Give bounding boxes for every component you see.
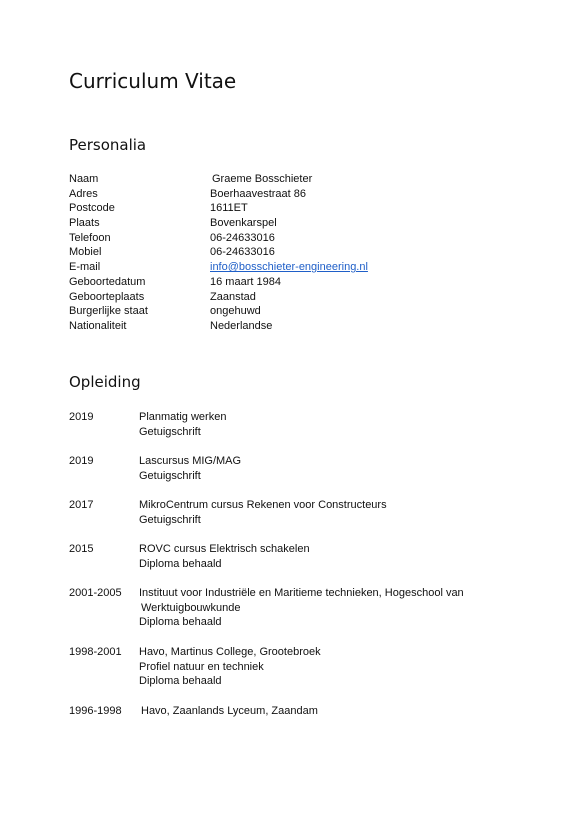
education-line: Getuigschrift <box>139 513 201 526</box>
field-value: 1611ET <box>210 202 248 215</box>
field-label: Geboortedatum <box>69 275 146 288</box>
education-year: 2017 <box>69 499 94 511</box>
personalia-row-mobiel <box>69 245 489 260</box>
education-year: 2001-2005 <box>69 587 122 599</box>
field-value: Bovenkarspel <box>210 217 277 230</box>
field-label: Naam <box>69 173 99 185</box>
field-label: Geboorteplaats <box>69 290 145 303</box>
field-value: ongehuwd <box>210 305 261 318</box>
education-line: Havo, Martinus College, Grootebroek <box>139 646 321 658</box>
education-line: MikroCentrum cursus Rekenen voor Constructeurs <box>139 499 387 511</box>
field-label: Adres <box>69 187 98 200</box>
education-year: 1996-1998 <box>69 705 122 717</box>
field-value: 06-24633016 <box>210 246 275 259</box>
field-value: Boerhaavestraat 86 <box>210 187 307 200</box>
education-line: Instituut voor Industriële en Maritieme technieken, Hogeschool van <box>139 587 464 599</box>
personalia-row-geboortedatum <box>69 275 489 290</box>
education-year: 1998-2001 <box>69 646 122 658</box>
field-label: Burgerlijke staat <box>69 305 148 318</box>
education-line: Havo, Zaanlands Lyceum, Zaandam <box>141 705 318 717</box>
field-value: 16 maart 1984 <box>210 275 281 288</box>
personalia-row-telefoon <box>69 231 489 246</box>
personalia-row-geboorteplaats <box>69 290 489 305</box>
field-value: Zaanstad <box>210 290 256 303</box>
education-line: Getuigschrift <box>139 469 201 482</box>
personalia-heading: Personalia <box>69 136 147 154</box>
education-line: Diploma behaald <box>139 616 222 629</box>
field-label: Postcode <box>69 202 115 215</box>
education-line: Lascursus MIG/MAG <box>139 455 242 467</box>
education-year: 2019 <box>69 455 94 467</box>
field-label: E-mail <box>69 261 101 274</box>
education-line: Planmatig werken <box>139 411 227 423</box>
education-year: 2015 <box>69 543 94 555</box>
personalia-row-naam <box>69 172 489 187</box>
personalia-row-email <box>69 260 489 275</box>
email-link[interactable]: info@bosschieter-engineering.nl <box>210 261 368 274</box>
personalia-row-burgerlijke-staat <box>69 304 489 319</box>
field-label: Nationaliteit <box>69 319 127 332</box>
education-line: Diploma behaald <box>139 557 222 570</box>
personalia-row-postcode <box>69 201 489 216</box>
field-value: Graeme Bosschieter <box>212 173 313 185</box>
field-label: Telefoon <box>69 231 111 244</box>
education-year: 2019 <box>69 411 94 423</box>
education-line: Werktuigbouwkunde <box>141 601 241 614</box>
field-value: Nederlandse <box>210 319 273 332</box>
field-label: Mobiel <box>69 246 102 259</box>
field-value: 06-24633016 <box>210 231 275 244</box>
document-title: Curriculum Vitae <box>69 69 237 93</box>
education-line: Profiel natuur en techniek <box>139 660 264 673</box>
personalia-row-plaats <box>69 216 489 231</box>
personalia-row-nationaliteit <box>69 319 489 334</box>
personalia-row-adres <box>69 187 489 202</box>
field-label: Plaats <box>69 217 100 230</box>
personalia-table <box>69 172 489 334</box>
education-line: Diploma behaald <box>139 675 222 688</box>
education-line: ROVC cursus Elektrisch schakelen <box>139 543 310 555</box>
education-line: Getuigschrift <box>139 425 201 438</box>
opleiding-heading: Opleiding <box>69 373 141 391</box>
